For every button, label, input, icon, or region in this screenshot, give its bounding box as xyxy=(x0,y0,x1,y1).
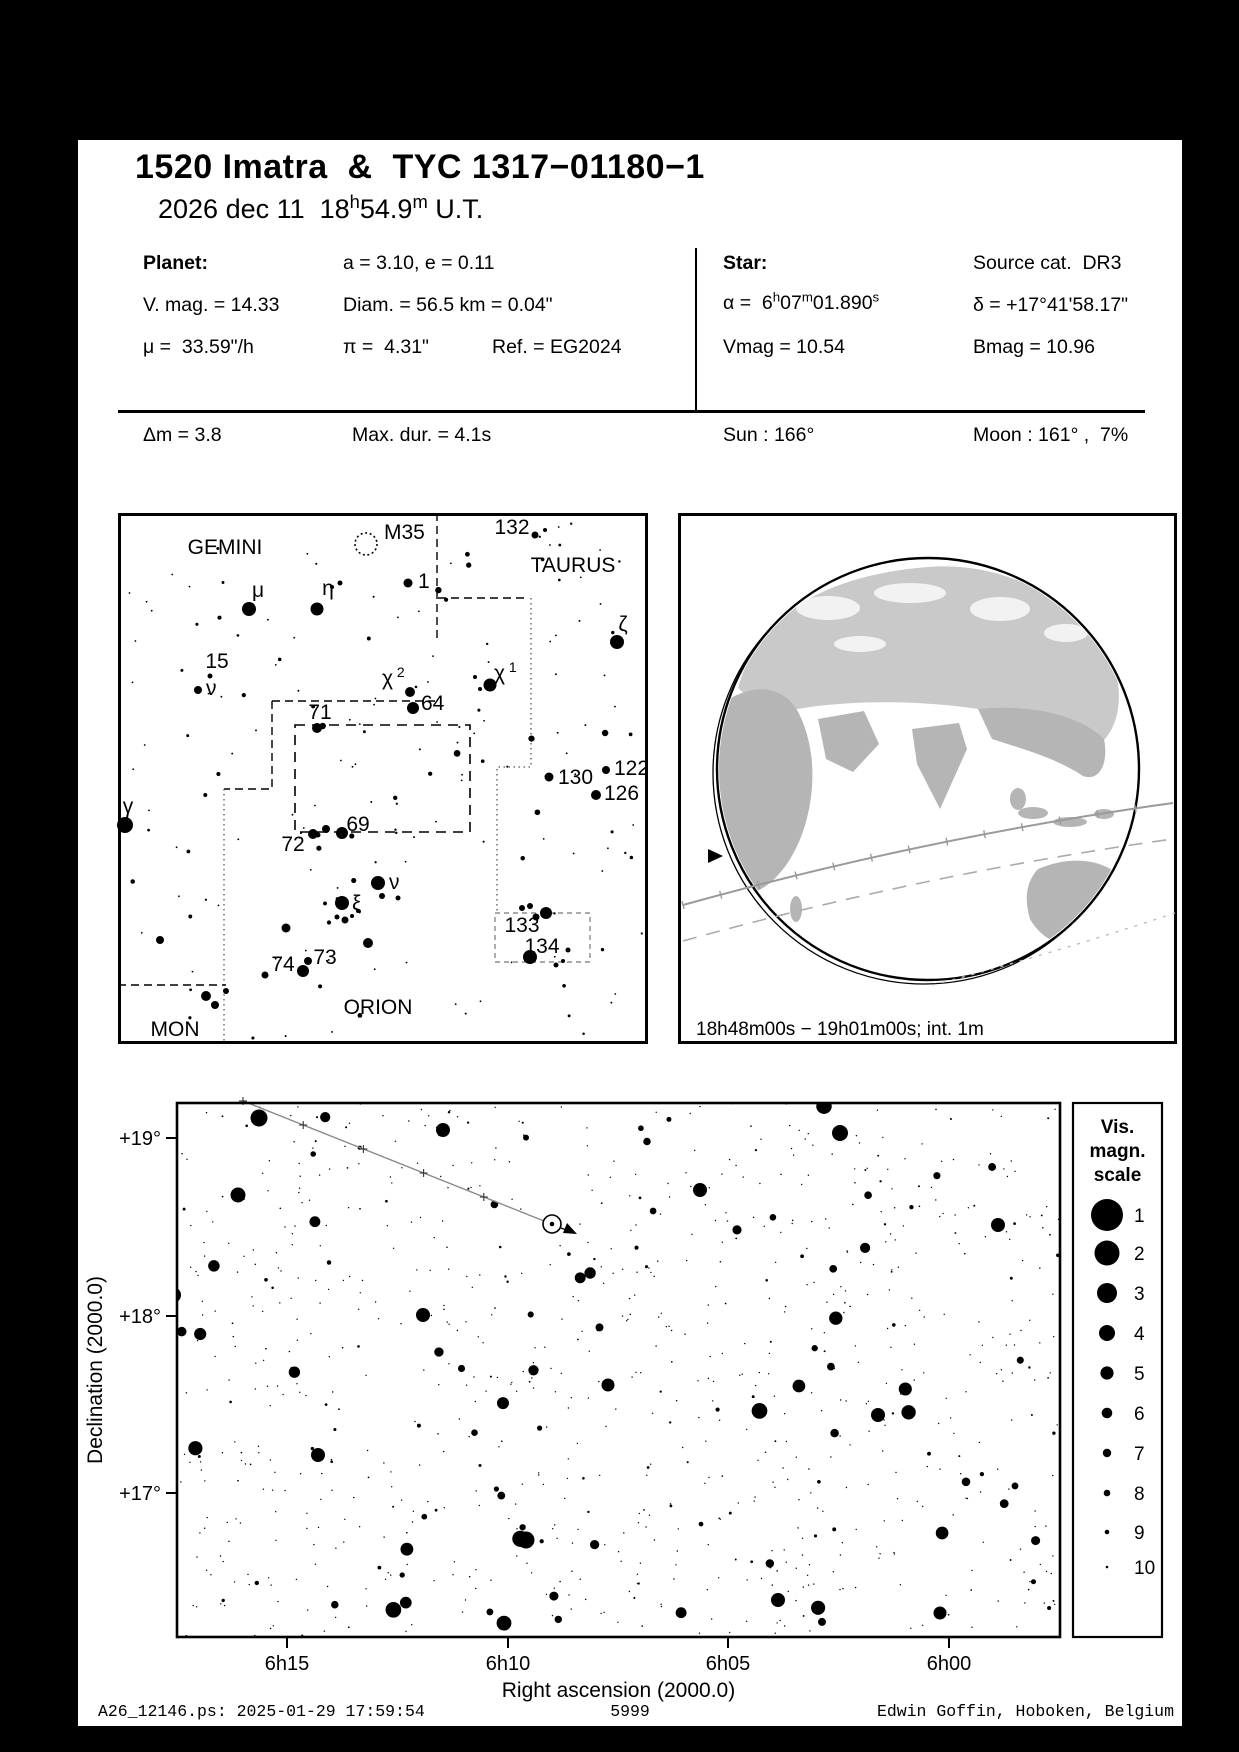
star-ra-sup: m xyxy=(801,289,813,305)
finder-label: η xyxy=(322,577,334,600)
ra-tick-label: 6h10 xyxy=(485,1653,531,1675)
ra-tick-label: 6h15 xyxy=(264,1653,310,1675)
finder-label: ζ xyxy=(618,613,628,636)
globe-track-map xyxy=(678,513,1177,1044)
finder-label: 130 xyxy=(558,766,594,789)
ra-tick-label: 6h05 xyxy=(705,1653,751,1675)
finder-chart xyxy=(118,513,648,1044)
finder-label: μ xyxy=(251,579,265,602)
finder-label: 15 xyxy=(205,650,229,673)
constellation-boundaries xyxy=(118,513,590,1044)
finder-label: MON xyxy=(150,1018,200,1041)
max-duration: Max. dur. = 4.1s xyxy=(352,424,492,446)
finder-label: 64 xyxy=(421,692,445,715)
star-ra-text: α = 6 xyxy=(723,292,773,314)
finder-label: GEMINI xyxy=(187,536,263,559)
motion-arrow xyxy=(563,1223,577,1234)
dec-tick-label: +18° xyxy=(119,1306,161,1328)
planet-heading: Planet: xyxy=(143,252,209,274)
info-table-divider xyxy=(695,248,697,412)
finder-label: ν xyxy=(389,871,400,894)
x-axis-title: Right ascension (2000.0) xyxy=(501,1679,736,1702)
legend-magnitude-label: 3 xyxy=(1134,1284,1145,1305)
legend-magnitude-label: 2 xyxy=(1134,1244,1145,1265)
legend-magnitude-label: 5 xyxy=(1134,1364,1145,1385)
footer-author: Edwin Goffin, Hoboken, Belgium xyxy=(876,1702,1174,1721)
finder-label: 122 xyxy=(614,757,650,780)
legend-magnitude-dot xyxy=(1097,1283,1117,1303)
m35-cluster-icon xyxy=(355,533,377,555)
finder-label: γ xyxy=(122,795,134,818)
star-field-chart xyxy=(78,1085,1182,1725)
asteroid-path xyxy=(239,1097,577,1234)
legend-magnitude-dot xyxy=(1106,1566,1109,1569)
legend-magnitude-dot xyxy=(1105,1530,1110,1535)
finder-label: TAURUS xyxy=(530,554,616,577)
finder-label: χ $^2$ xyxy=(382,664,405,690)
star-ra xyxy=(723,289,880,315)
star-ra-sup: s xyxy=(872,289,880,305)
star-bmag: Bmag = 10.96 xyxy=(973,336,1095,358)
legend-magnitude-label: 6 xyxy=(1134,1404,1145,1425)
finder-label: 1 xyxy=(418,570,430,593)
planet-parallax: π = 4.31" xyxy=(343,336,429,358)
event-datetime-sup: m xyxy=(412,191,428,212)
ra-tick-label: 6h00 xyxy=(926,1653,972,1675)
y-axis-title: Declination (2000.0) xyxy=(84,1276,107,1464)
finder-label: ξ xyxy=(352,892,362,915)
finder-label: 74 xyxy=(271,953,295,976)
ra-axis xyxy=(265,1637,972,1675)
legend-magnitude-dot xyxy=(1095,1241,1120,1266)
sun-elongation: Sun : 166° xyxy=(723,424,815,446)
footer-filename: A26_12146.ps: 2025-01-29 17:59:54 xyxy=(98,1702,425,1721)
track-start-marker xyxy=(708,849,723,863)
page-title: 1520 Imatra & TYC 1317−01180−1 xyxy=(135,148,705,186)
finder-label: 133 xyxy=(504,914,540,937)
event-datetime-text: U.T. xyxy=(427,194,484,224)
legend-title-line: scale xyxy=(1093,1165,1142,1186)
legend-magnitude-label: 7 xyxy=(1134,1444,1145,1465)
finder-label: χ $^1$ xyxy=(494,659,517,685)
legend-magnitude-dot xyxy=(1099,1325,1115,1341)
star-dec: δ = +17°41'58.17" xyxy=(973,294,1129,316)
legend-magnitude-dot xyxy=(1091,1199,1123,1231)
planet-mu: μ = 33.59"/h xyxy=(143,336,254,358)
magnitude-drop: Δm = 3.8 xyxy=(143,424,222,446)
legend-magnitude-label: 1 xyxy=(1134,1206,1145,1227)
legend-magnitude-dot xyxy=(1103,1449,1111,1457)
legend-magnitude-label: 8 xyxy=(1134,1484,1145,1505)
plot-frame xyxy=(177,1103,1060,1637)
legend-magnitude-label: 4 xyxy=(1134,1324,1145,1345)
star-ra-sup: h xyxy=(772,289,781,305)
finder-label: 134 xyxy=(524,935,560,958)
star-source-cat: Source cat. DR3 xyxy=(973,252,1122,274)
planet-ref: Ref. = EG2024 xyxy=(492,336,622,358)
moon-elongation: Moon : 161° , 7% xyxy=(973,424,1129,446)
finder-label: 73 xyxy=(313,946,337,969)
event-datetime-text: 54.9 xyxy=(359,194,413,224)
finder-label: 71 xyxy=(308,701,332,724)
planet-vmag: V. mag. = 14.33 xyxy=(143,294,280,316)
dec-axis xyxy=(119,1128,177,1505)
dec-tick-label: +17° xyxy=(119,1483,161,1505)
star-vmag: Vmag = 10.54 xyxy=(723,336,845,358)
magnitude-legend xyxy=(1073,1103,1162,1637)
legend-magnitude-dot xyxy=(1102,1408,1113,1419)
event-datetime-sup: h xyxy=(349,191,360,212)
finder-label: 132 xyxy=(494,516,530,539)
star-heading: Star: xyxy=(723,252,768,274)
star-ra-text: 07 xyxy=(780,292,802,314)
field-stars xyxy=(165,1098,1060,1637)
planet-orbit: a = 3.10, e = 0.11 xyxy=(343,252,495,274)
finder-label: 126 xyxy=(604,782,640,805)
star-ra-text: 01.890 xyxy=(812,292,873,314)
finder-label: 69 xyxy=(346,813,370,836)
info-table-rule xyxy=(118,410,1145,413)
legend-title-line: Vis. xyxy=(1100,1117,1135,1138)
event-datetime-text: 2026 dec 11 18 xyxy=(158,194,350,224)
footer-page-number: 5999 xyxy=(610,1702,650,1721)
event-datetime xyxy=(158,191,484,225)
finder-label: ORION xyxy=(343,996,413,1019)
legend-title-line: magn. xyxy=(1089,1141,1146,1162)
finder-label: M35 xyxy=(384,521,425,544)
detail-field-outline xyxy=(295,725,470,832)
dec-tick-label: +19° xyxy=(119,1128,161,1150)
planet-diameter: Diam. = 56.5 km = 0.04" xyxy=(343,294,553,316)
legend-magnitude-label: 9 xyxy=(1134,1523,1145,1544)
legend-magnitude-dot xyxy=(1100,1366,1113,1379)
finder-label: ν xyxy=(206,677,217,700)
globe-caption: 18h48m00s − 19h01m00s; int. 1m xyxy=(696,1019,984,1040)
finder-label: 72 xyxy=(281,833,305,856)
legend-magnitude-label: 10 xyxy=(1134,1558,1156,1579)
legend-magnitude-dot xyxy=(1104,1490,1111,1497)
